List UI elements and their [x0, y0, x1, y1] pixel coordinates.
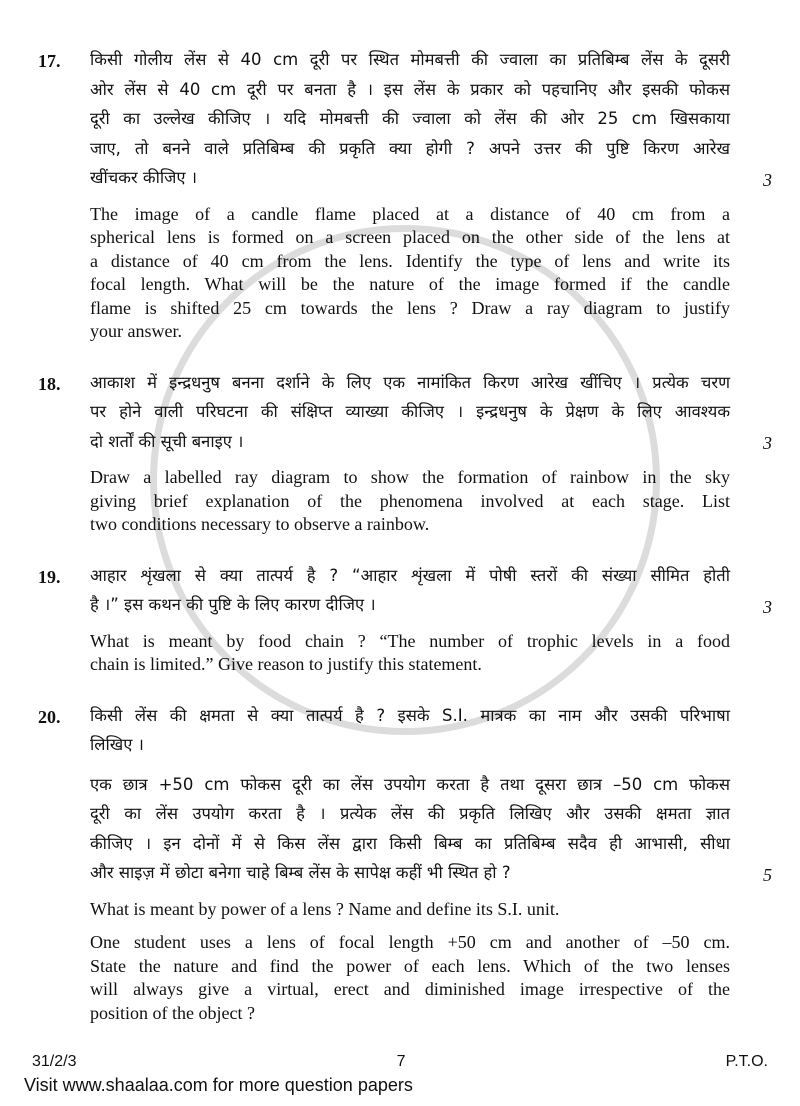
question-17 [0, 45, 800, 354]
text-line: focal length. What will be the nature of the image formed if the candle [90, 274, 730, 294]
english-text [90, 203, 730, 344]
text-line: position of the object ? [90, 1002, 255, 1023]
text-line: One student uses a lens of focal length +50 cm and another of –50 cm. [90, 932, 730, 952]
english-text [90, 931, 730, 1025]
text-line: दूरी का लेंस उपयोग करता है । प्रत्येक लेंस की प्रकृति लिखिए और उसकी क्षमता ज्ञात [90, 804, 730, 823]
text-line: will always give a virtual, erect and diminished image irrespective of the [90, 979, 730, 999]
text-line: Draw a labelled ray diagram to show the formation of rainbow in the sky [90, 467, 730, 487]
marks: 3 [763, 596, 772, 617]
hindi-text [90, 701, 730, 760]
text-line: किसी गोलीय लेंस से 40 cm दूरी पर स्थित मोमबत्ती की ज्वाला का प्रतिबिम्ब लेंस के दूसरी [90, 50, 730, 69]
text-line: एक छात्र +50 cm फोकस दूरी का लेंस उपयोग करता है तथा दूसरा छात्र –50 cm फोकस [90, 774, 730, 794]
question-20 [0, 701, 800, 1036]
text-line: giving brief explanation of the phenomena involved at each stage. List [90, 490, 730, 511]
text-line: two conditions necessary to observe a rainbow. [90, 514, 430, 534]
paper-code: 31/2/3 [32, 1053, 77, 1070]
page-footer [32, 1053, 768, 1071]
text-line: दो शर्तों की सूची बनाइए । [90, 431, 244, 451]
text-line: ओर लेंस से 40 cm दूरी पर बनता है । इस लेंस के प्रकार को पहचानिए और इसकी फोकस [90, 79, 730, 99]
text-line: है ।” इस कथन की पुष्टि के लिए कारण दीजिए । [90, 595, 376, 614]
english-text [90, 898, 730, 922]
text-line: जाए, तो बनने वाले प्रतिबिम्ब की प्रकृति क्या होगी ? अपने उत्तर की पुष्टि किरण आरेख [90, 138, 730, 158]
text-line: किसी लेंस की क्षमता से क्या तात्पर्य है ? इसके S.I. मात्रक का नाम और उसकी परिभाषा [90, 705, 730, 725]
page-number: 7 [396, 1053, 406, 1070]
text-line: spherical lens is formed on a screen placed on the other side of the lens at [90, 227, 730, 247]
question-body [90, 368, 772, 547]
hindi-text [90, 45, 772, 193]
text-line: What is meant by food chain ? “The number of trophic levels in a food [90, 630, 730, 651]
text-line: State the nature and find the power of each lens. Which of the two lenses [90, 955, 730, 976]
question-number: 17. [38, 51, 61, 71]
english-text [90, 466, 730, 537]
marks: 3 [763, 169, 772, 190]
text-line: What is meant by power of a lens ? Name and define its S.I. unit. [90, 898, 560, 919]
text-line: लिखिए । [90, 735, 144, 754]
text-line: आहार शृंखला से क्या तात्पर्य है ? “आहार शृंखला में पोषी स्तरों की संख्या सीमित होती [90, 565, 730, 585]
question-body [90, 561, 772, 687]
hindi-text [90, 770, 772, 888]
english-text [90, 630, 730, 677]
text-line: chain is limited.” Give reason to justify this statement. [90, 654, 482, 674]
hindi-text [90, 561, 772, 620]
text-line: आकाश में इन्द्रधनुष बनना दर्शाने के लिए एक नामांकित किरण आरेख खींचिए । प्रत्येक चरण [90, 372, 730, 392]
question-19 [0, 561, 800, 687]
shaalaa-link[interactable]: Visit www.shaalaa.com for more question papers [24, 1075, 413, 1095]
pto-label: P.T.O. [725, 1053, 768, 1070]
question-number: 19. [38, 566, 61, 587]
question-body [90, 45, 772, 354]
marks: 3 [763, 433, 772, 453]
text-line: दूरी का उल्लेख कीजिए । यदि मोमबत्ती की ज्वाला को लेंस की ओर 25 cm खिसकाया [90, 109, 730, 128]
hindi-text [90, 368, 772, 457]
question-number: 18. [38, 373, 61, 394]
text-line: कीजिए । इन दोनों में से किस लेंस द्वारा किसी बिम्ब का प्रतिबिम्ब सदैव ही आभासी, सीधा [90, 833, 730, 853]
question-number: 20. [38, 706, 61, 727]
text-line: a distance of 40 cm from the lens. Identify the type of lens and write its [90, 250, 730, 271]
text-line: और साइज़ में छोटा बनेगा चाहे बिम्ब लेंस के सापेक्ष कहीं भी स्थित हो ? [90, 863, 511, 882]
text-line: पर होने वाली परिघटना की संक्षिप्त व्याख्या कीजिए । इन्द्रधनुष के प्रेक्षण के लिए आवश्यक [90, 402, 730, 421]
text-line: your answer. [90, 321, 182, 341]
text-line: खींचकर कीजिए । [90, 168, 197, 187]
text-line: The image of a candle flame placed at a distance of 40 cm from a [90, 203, 730, 224]
question-body [90, 701, 772, 1036]
text-line: flame is shifted 25 cm towards the lens ? Draw a ray diagram to justify [90, 297, 730, 318]
question-18 [0, 368, 800, 547]
marks: 5 [763, 864, 772, 885]
